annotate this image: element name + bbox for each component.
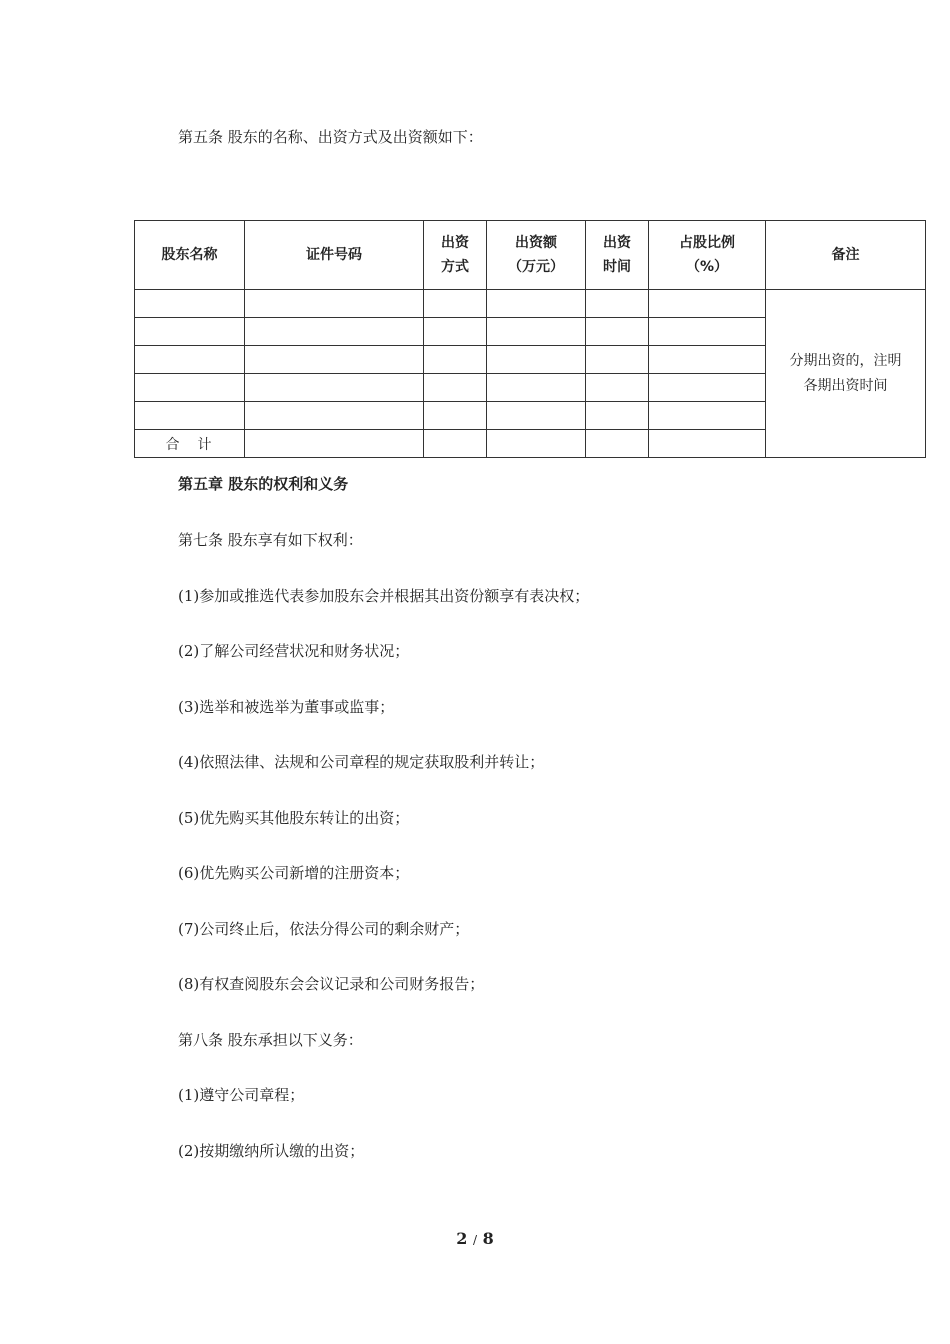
header-time-line2: 时间 xyxy=(603,259,631,275)
rights-item-1: (1)参加或推选代表参加股东会并根据其出资份额享有表决权； xyxy=(178,587,590,605)
table-cell xyxy=(424,318,487,346)
table-cell xyxy=(649,346,766,374)
table-cell xyxy=(487,402,586,430)
remarks-cell xyxy=(766,290,926,458)
table-cell xyxy=(487,346,586,374)
table-cell xyxy=(245,290,424,318)
duties-item-1: (1)遵守公司章程； xyxy=(178,1086,305,1104)
table-cell xyxy=(487,290,586,318)
table-cell xyxy=(245,346,424,374)
table-cell xyxy=(424,402,487,430)
table-cell xyxy=(135,346,245,374)
page-separator: / xyxy=(472,1233,478,1247)
chapter-5-heading: 第五章 股东的权利和义务 xyxy=(178,475,349,493)
table-cell xyxy=(586,318,649,346)
table-cell xyxy=(135,318,245,346)
table-cell xyxy=(135,374,245,402)
header-shareholder-name: 股东名称 xyxy=(135,221,245,290)
remarks-line1: 分期出资的，注明 xyxy=(789,352,902,369)
article-8-text: 第八条 股东承担以下义务： xyxy=(178,1031,363,1049)
table-cell xyxy=(424,290,487,318)
remarks-line2: 各期出资时间 xyxy=(803,377,888,394)
header-amount-line2: （万元） xyxy=(508,259,564,275)
table-cell xyxy=(649,430,766,458)
table-header-row xyxy=(135,221,926,290)
rights-item-3: (3)选举和被选举为董事或监事； xyxy=(178,698,395,716)
table-cell xyxy=(135,402,245,430)
header-contribution-amount xyxy=(487,221,586,290)
table-cell xyxy=(649,374,766,402)
table-cell xyxy=(487,430,586,458)
header-time-line1: 出资 xyxy=(603,235,631,251)
table-cell xyxy=(586,290,649,318)
table-cell xyxy=(487,318,586,346)
header-ratio-line1: 占股比例 xyxy=(679,235,735,251)
table-cell xyxy=(245,318,424,346)
header-method-line1: 出资 xyxy=(441,235,469,251)
table-cell xyxy=(245,374,424,402)
table-cell xyxy=(424,430,487,458)
table-cell xyxy=(245,430,424,458)
duties-item-2: (2)按期缴纳所认缴的出资； xyxy=(178,1142,365,1160)
shareholder-table xyxy=(134,220,926,458)
rights-item-6: (6)优先购买公司新增的注册资本； xyxy=(178,864,410,882)
table-cell xyxy=(424,374,487,402)
rights-item-2: (2)了解公司经营状况和财务状况； xyxy=(178,642,410,660)
table-cell xyxy=(135,290,245,318)
table-cell xyxy=(586,346,649,374)
header-amount-line1: 出资额 xyxy=(515,235,557,251)
rights-item-5: (5)优先购买其他股东转让的出资； xyxy=(178,809,410,827)
table-cell xyxy=(649,290,766,318)
table-cell xyxy=(245,402,424,430)
header-id-number: 证件号码 xyxy=(245,221,424,290)
rights-item-7: (7)公司终止后，依法分得公司的剩余财产； xyxy=(178,920,470,938)
header-remarks: 备注 xyxy=(766,221,926,290)
table-cell xyxy=(424,346,487,374)
rights-item-8: (8)有权查阅股东会会议记录和公司财务报告； xyxy=(178,975,485,993)
page-number xyxy=(0,1229,950,1248)
table-row xyxy=(135,290,926,318)
article-5-text: 第五条 股东的名称、出资方式及出资额如下： xyxy=(178,128,483,146)
header-contribution-time xyxy=(586,221,649,290)
table-cell xyxy=(586,374,649,402)
header-share-ratio xyxy=(649,221,766,290)
table-cell xyxy=(649,402,766,430)
table-cell xyxy=(586,402,649,430)
rights-item-4: (4)依照法律、法规和公司章程的规定获取股利并转让； xyxy=(178,753,545,771)
page-current: 2 xyxy=(456,1229,468,1248)
page-total: 8 xyxy=(482,1229,494,1248)
article-7-text: 第七条 股东享有如下权利： xyxy=(178,531,363,549)
table-cell xyxy=(487,374,586,402)
header-contribution-method xyxy=(424,221,487,290)
header-method-line2: 方式 xyxy=(441,259,469,275)
table-cell xyxy=(586,430,649,458)
table-cell xyxy=(649,318,766,346)
total-label: 合 计 xyxy=(135,430,245,458)
header-ratio-line2: （%） xyxy=(685,259,729,275)
